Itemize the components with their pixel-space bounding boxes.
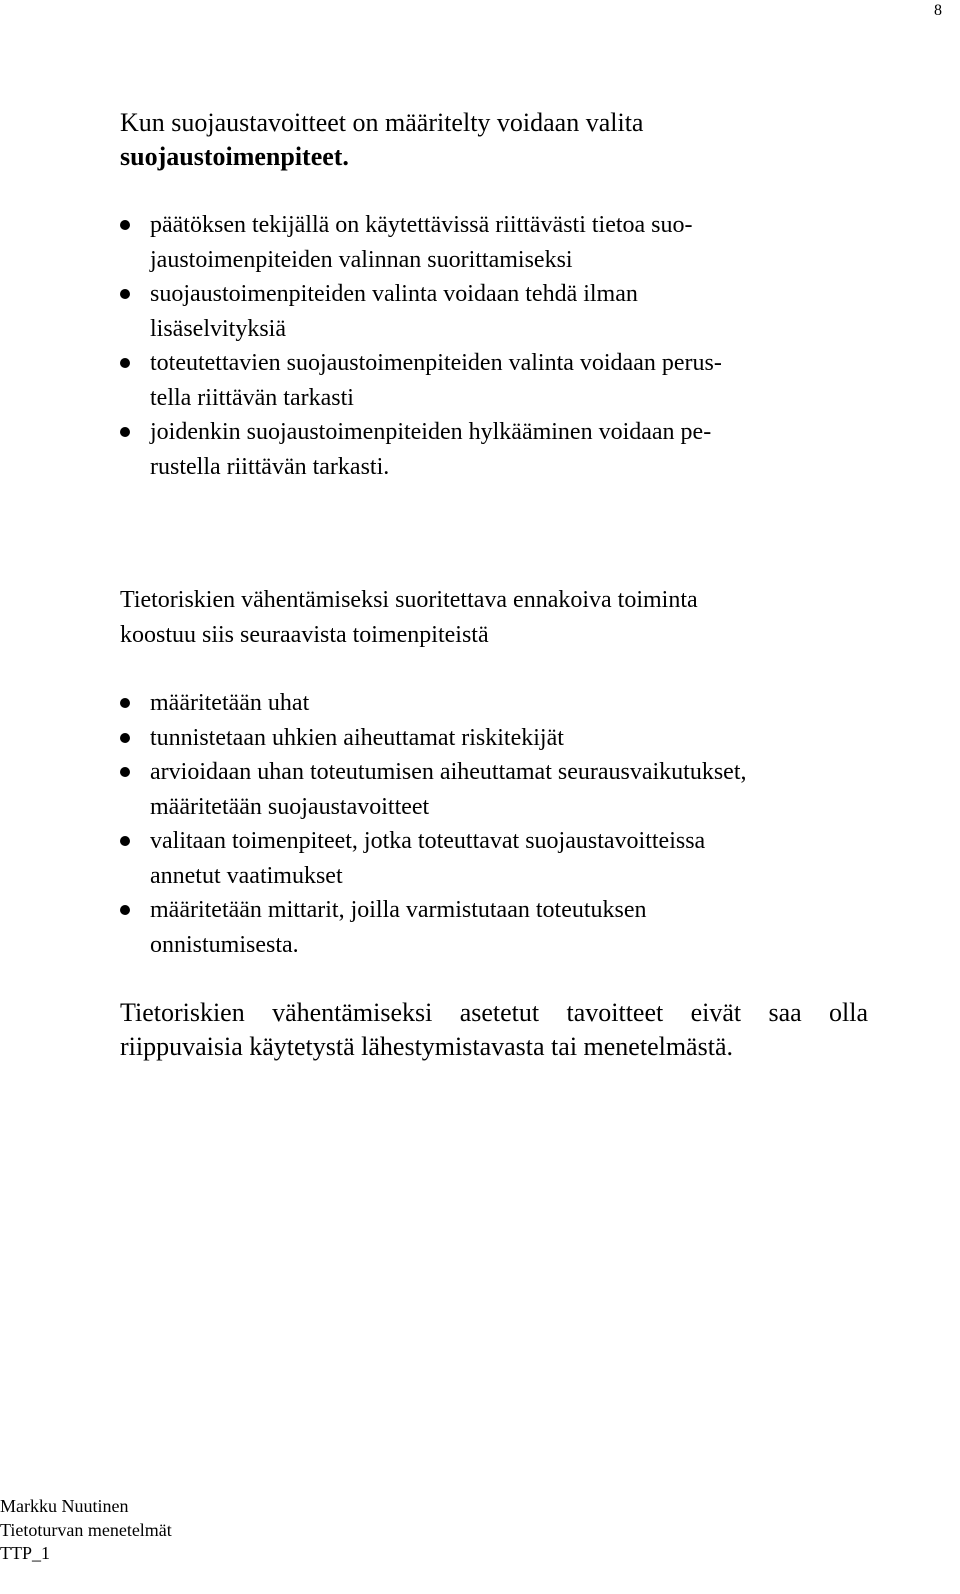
list-item: määritetään mittarit, joilla varmistutaan toteutuksen onnistumisesta. [120, 893, 860, 962]
bullet-icon [120, 427, 130, 437]
intro-text: Kun suojaustavoitteet on määritelty voidaan valita [120, 108, 644, 137]
bullet-icon [120, 767, 130, 777]
list-item: suojaustoimenpiteiden valinta voidaan tehdä ilman lisäselvityksiä [120, 277, 860, 346]
bullet-icon [120, 289, 130, 299]
page-number: 8 [934, 2, 942, 19]
selection-criteria-list [120, 208, 860, 484]
bullet-icon [120, 905, 130, 915]
list-item: joidenkin suojaustoimenpiteiden hylkääminen voidaan pe- rustella riittävän tarkasti. [120, 415, 860, 484]
bullet-icon [120, 733, 130, 743]
intro-paragraph [120, 106, 880, 174]
goals-paragraph: Tietoriskien vähentämiseksi asetetut tavoitteet eivät saa olla riippuvaisia käytetystä lähestymistavasta tai menetelmästä. [120, 998, 868, 1061]
list-item: päätöksen tekijällä on käytettävissä riittävästi tietoa suo- jaustoimenpiteiden valinnan suorittamiseksi [120, 208, 860, 277]
list-item: arvioidaan uhan toteutumisen aiheuttamat seurausvaikutukset, määritetään suojaustavoitteet [120, 755, 860, 824]
footer-author: Markku Nuutinen [0, 1496, 129, 1516]
bullet-icon [120, 358, 130, 368]
bullet-icon [120, 220, 130, 230]
footer-code: TTP_1 [0, 1543, 51, 1563]
list-item: tunnistetaan uhkien aiheuttamat riskitekijät [120, 721, 860, 756]
list-item: määritetään uhat [120, 686, 860, 721]
list-item: toteutettavien suojaustoimenpiteiden valinta voidaan perus- tella riittävän tarkasti [120, 346, 860, 415]
actions-list [120, 686, 860, 962]
page-footer [0, 1495, 172, 1566]
footer-course: Tietoturvan menetelmät [0, 1519, 172, 1540]
intro-bold-term: suojaustoimenpiteet. [120, 142, 349, 171]
bullet-icon [120, 698, 130, 708]
bullet-icon [120, 836, 130, 846]
list-item: valitaan toimenpiteet, jotka toteuttavat suojaustavoitteissa annetut vaatimukset [120, 824, 860, 893]
proactive-actions-paragraph: Tietoriskien vähentämiseksi suoritettava ennakoiva toiminta koostuu siis seuraavista toimenpiteistä [120, 587, 698, 648]
